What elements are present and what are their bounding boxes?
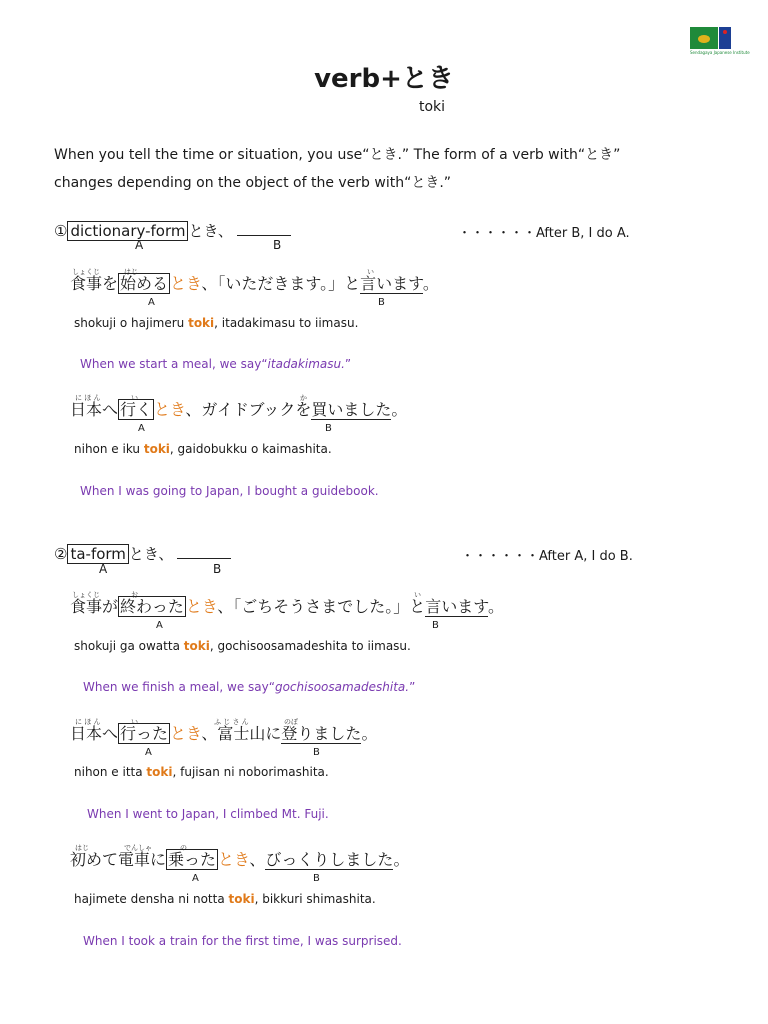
- verb-a-box: 行く: [120, 400, 153, 419]
- label-b: B: [313, 747, 320, 758]
- label-a: A: [145, 747, 152, 758]
- label-b: B: [432, 620, 439, 631]
- furigana: に ほ ん: [75, 718, 101, 726]
- verb-b-underline: びっくりしました: [265, 850, 394, 869]
- translation: When I took a train for the first time, I was surprised.: [83, 934, 402, 948]
- verb-a-box: 行った: [120, 724, 169, 743]
- marker: ①: [54, 222, 68, 240]
- toki-word: とき、: [188, 222, 233, 240]
- label-b: B: [378, 297, 385, 308]
- intro-line-2: changes depending on the object of the verb with“とき.”: [54, 175, 452, 191]
- label-b: B: [273, 238, 282, 252]
- furigana: お: [131, 591, 138, 599]
- verb-a-box: 乗った: [168, 850, 217, 869]
- romaji: nihon e iku toki, gaidobukku o kaimashita.: [74, 442, 332, 456]
- intro-line-1: When you tell the time or situation, you use“とき.” The form of a verb with“とき”: [54, 147, 621, 163]
- furigana: い: [131, 718, 138, 726]
- romaji: shokuji o hajimeru toki, itadakimasu to iimasu.: [74, 316, 359, 330]
- furigana: か: [300, 394, 307, 402]
- toki-highlight: とき: [170, 724, 202, 743]
- logo-text: Sendagaya Japanese Institute: [690, 50, 750, 55]
- label-a: A: [135, 238, 144, 252]
- example-sentence: 食事が 終わった とき、「ごちそうさまでした。」と言います。: [70, 597, 504, 616]
- example-sentence: 日本へ 行く とき、ガイドブックを買いました。: [70, 400, 408, 419]
- pattern-note: ・・・・・・After A, I do B.: [461, 549, 633, 564]
- label-b: B: [325, 423, 332, 434]
- furigana: はじ: [75, 844, 89, 852]
- pattern-dictionary-form: [54, 220, 291, 241]
- toki-highlight: とき: [154, 400, 186, 419]
- furigana: い: [367, 268, 374, 276]
- verb-b-underline: 買いました: [311, 400, 392, 419]
- romaji: shokuji ga owatta toki, gochisoosamadeshita to iimasu.: [74, 639, 411, 653]
- example-sentence: 日本へ 行った とき、富士山に登りました。: [70, 724, 378, 743]
- example-sentence: 食事を 始める とき、「いただきます。」と言います。: [70, 274, 439, 293]
- furigana: のぼ: [284, 718, 298, 726]
- furigana: しょくじ: [72, 268, 100, 276]
- translation: When we start a meal, we say“itadakimasu.”: [80, 357, 352, 371]
- pattern-note: ・・・・・・After B, I do A.: [458, 226, 630, 241]
- romaji: hajimete densha ni notta toki, bikkuri shimashita.: [74, 892, 376, 906]
- verb-a-box: 終わった: [120, 597, 184, 616]
- verb-b-underline: 言います: [425, 597, 488, 616]
- translation: When I was going to Japan, I bought a guidebook.: [80, 484, 379, 498]
- marker: ②: [54, 545, 68, 563]
- label-b: B: [213, 562, 222, 576]
- blank-b: [177, 545, 231, 559]
- label-a: A: [156, 620, 163, 631]
- label-a: A: [148, 297, 155, 308]
- label-a: A: [138, 423, 145, 434]
- form-box: ta-form: [67, 544, 128, 564]
- furigana: に ほ ん: [75, 394, 101, 402]
- toki-highlight: とき: [185, 597, 218, 616]
- verb-b-underline: 言います: [360, 274, 423, 293]
- form-box: dictionary-form: [67, 221, 188, 241]
- label-b: B: [313, 873, 320, 884]
- page-title: verb+とき: [314, 64, 454, 94]
- page-subtitle: toki: [418, 99, 446, 115]
- furigana: ふ じ さ ん: [214, 718, 249, 726]
- toki-word: とき、: [128, 545, 174, 563]
- verb-a-box: 始める: [120, 274, 169, 293]
- furigana: の: [180, 844, 187, 852]
- pattern-ta-form: [54, 543, 231, 564]
- translation: When I went to Japan, I climbed Mt. Fuji.: [87, 807, 329, 821]
- romaji: nihon e itta toki, fujisan ni noborimashita.: [74, 765, 329, 779]
- label-a: A: [99, 562, 108, 576]
- furigana: はじ: [124, 268, 138, 276]
- verb-b-underline: 登りました: [281, 724, 362, 743]
- example-sentence: 初めて電車に 乗った とき、びっくりしました。: [70, 850, 410, 869]
- translation: When we finish a meal, we say“gochisoosamadeshita.”: [83, 680, 416, 694]
- blank-b: [237, 222, 291, 236]
- toki-highlight: とき: [170, 274, 202, 293]
- furigana: い: [131, 394, 138, 402]
- toki-highlight: とき: [218, 850, 250, 869]
- furigana: しょくじ: [72, 591, 100, 599]
- furigana: い: [414, 591, 421, 599]
- furigana: でんしゃ: [124, 844, 152, 852]
- label-a: A: [192, 873, 199, 884]
- logo: [690, 27, 750, 61]
